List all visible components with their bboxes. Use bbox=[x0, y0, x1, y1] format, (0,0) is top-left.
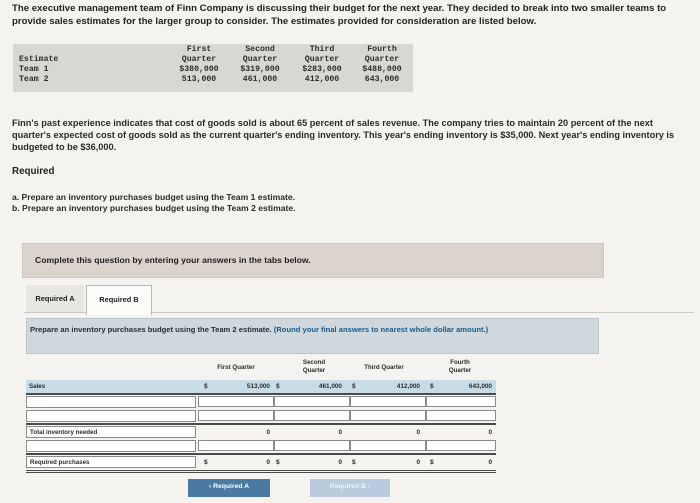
purchases-dollar-sign: $ bbox=[352, 459, 356, 466]
total-double-rule bbox=[26, 470, 496, 473]
col-header-q3: Third Quarter bbox=[304, 45, 340, 64]
team1-q3: $283,000 bbox=[302, 65, 342, 74]
sales-dollar-sign: $ bbox=[430, 383, 434, 390]
estimates-table bbox=[13, 44, 413, 92]
cost-paragraph: Finn's past experience indicates that cost of goods sold is about 65 percent of sales revenue. The company tries to maintain 20 percent of the next quarter's expected cost of goods sold as the current quarter's ending inventory. This year's ending inventory is $35,000. Next year's ending inventory is budgeted to be $36,000. bbox=[12, 118, 675, 152]
team2-q4: 643,000 bbox=[364, 75, 400, 84]
rounding-note: (Round your final answers to nearest whole dollar amount.) bbox=[273, 325, 489, 334]
row-label-input-2[interactable] bbox=[26, 410, 196, 422]
instructions-banner bbox=[22, 243, 604, 278]
row-label-input-3[interactable] bbox=[26, 440, 196, 452]
input-row3-q4[interactable] bbox=[426, 440, 496, 451]
row-divider bbox=[26, 423, 496, 425]
total-q4: 0 bbox=[488, 429, 492, 436]
input-row3-q2[interactable] bbox=[274, 440, 350, 451]
purchases-dollar-sign: $ bbox=[204, 459, 208, 466]
purchases-dollar-sign: $ bbox=[430, 459, 434, 466]
required-item-b: b. Prepare an inventory purchases budget using the Team 2 estimate. bbox=[12, 202, 296, 213]
sales-dollar-sign: $ bbox=[276, 383, 280, 390]
input-row1-q4[interactable] bbox=[426, 396, 496, 407]
col-header-q1: First Quarter bbox=[181, 45, 217, 64]
header-third-quarter: Third Quarter bbox=[364, 364, 404, 371]
team2-q3: 412,000 bbox=[304, 75, 340, 84]
total-inventory-label: Total inventory needed bbox=[26, 426, 196, 438]
sales-q4: 643,000 bbox=[468, 383, 492, 390]
purchases-q1: 0 bbox=[266, 459, 270, 466]
input-row3-q1[interactable] bbox=[198, 440, 274, 451]
sales-row bbox=[26, 380, 496, 393]
sales-q1: 513,000 bbox=[246, 383, 270, 390]
required-list bbox=[12, 192, 296, 213]
row-label-team2: Team 2 bbox=[19, 75, 49, 84]
required-heading: Required bbox=[12, 166, 55, 177]
chevron-right-icon: › bbox=[367, 483, 371, 490]
team1-q1: $380,000 bbox=[179, 65, 219, 74]
row-divider bbox=[26, 453, 496, 455]
row-divider bbox=[26, 393, 496, 395]
instruction-box bbox=[26, 318, 599, 354]
tab-required-a[interactable]: Required A bbox=[26, 285, 84, 313]
purchases-q2: 0 bbox=[338, 459, 342, 466]
col-header-q4: Fourth Quarter bbox=[364, 45, 400, 64]
input-row2-q4[interactable] bbox=[426, 410, 496, 421]
purchases-budget-table bbox=[26, 356, 496, 478]
input-row2-q1[interactable] bbox=[198, 410, 274, 421]
row-label-team1: Team 1 bbox=[19, 65, 49, 74]
header-fourth-quarter: Fourth Quarter bbox=[448, 359, 472, 374]
team2-q1: 513,000 bbox=[181, 75, 217, 84]
input-row2-q3[interactable] bbox=[350, 410, 426, 421]
required-item-a: a. Prepare an inventory purchases budget using the Team 1 estimate. bbox=[12, 192, 296, 202]
banner-text: Complete this question by entering your answers in the tabs below. bbox=[35, 255, 311, 265]
header-first-quarter: First Quarter bbox=[217, 364, 255, 371]
row-label-input-1[interactable] bbox=[26, 396, 196, 408]
total-q1: 0 bbox=[266, 429, 270, 436]
purchases-q3: 0 bbox=[416, 459, 420, 466]
required-purchases-label: Required purchases bbox=[26, 456, 196, 468]
next-required-b-button[interactable]: Required B › bbox=[310, 479, 390, 497]
prev-required-a-button[interactable]: ‹ Required A bbox=[188, 479, 270, 497]
instruction-text: Prepare an inventory purchases budget using the Team 2 estimate. bbox=[30, 325, 272, 334]
purchases-q4: 0 bbox=[488, 459, 492, 466]
tab-required-b[interactable]: Required B bbox=[86, 285, 152, 315]
sales-dollar-sign: $ bbox=[204, 383, 208, 390]
team2-q2: 461,000 bbox=[242, 75, 278, 84]
input-row1-q2[interactable] bbox=[274, 396, 350, 407]
total-q2: 0 bbox=[338, 429, 342, 436]
total-q3: 0 bbox=[416, 429, 420, 436]
col-header-q2: Second Quarter bbox=[242, 45, 278, 64]
input-row2-q2[interactable] bbox=[274, 410, 350, 421]
team1-q4: $488,000 bbox=[362, 65, 402, 74]
sales-q3: 412,000 bbox=[396, 383, 420, 390]
corner-label: Estimate bbox=[19, 55, 59, 64]
input-row1-q3[interactable] bbox=[350, 396, 426, 407]
sales-q2: 461,000 bbox=[318, 383, 342, 390]
sales-dollar-sign: $ bbox=[352, 383, 356, 390]
header-second-quarter: Second Quarter bbox=[302, 359, 326, 374]
input-row3-q3[interactable] bbox=[350, 440, 426, 451]
problem-intro: The executive management team of Finn Company is discussing their budget for the next year. They decided to break into two smaller teams to provide sales estimates for the larger group to consider. The estimates provided for consideration are listed below. bbox=[12, 3, 667, 27]
chevron-left-icon: ‹ bbox=[208, 483, 212, 490]
team1-q2: $319,000 bbox=[240, 65, 280, 74]
sales-label: Sales bbox=[29, 383, 46, 390]
purchases-dollar-sign: $ bbox=[276, 459, 280, 466]
input-row1-q1[interactable] bbox=[198, 396, 274, 407]
